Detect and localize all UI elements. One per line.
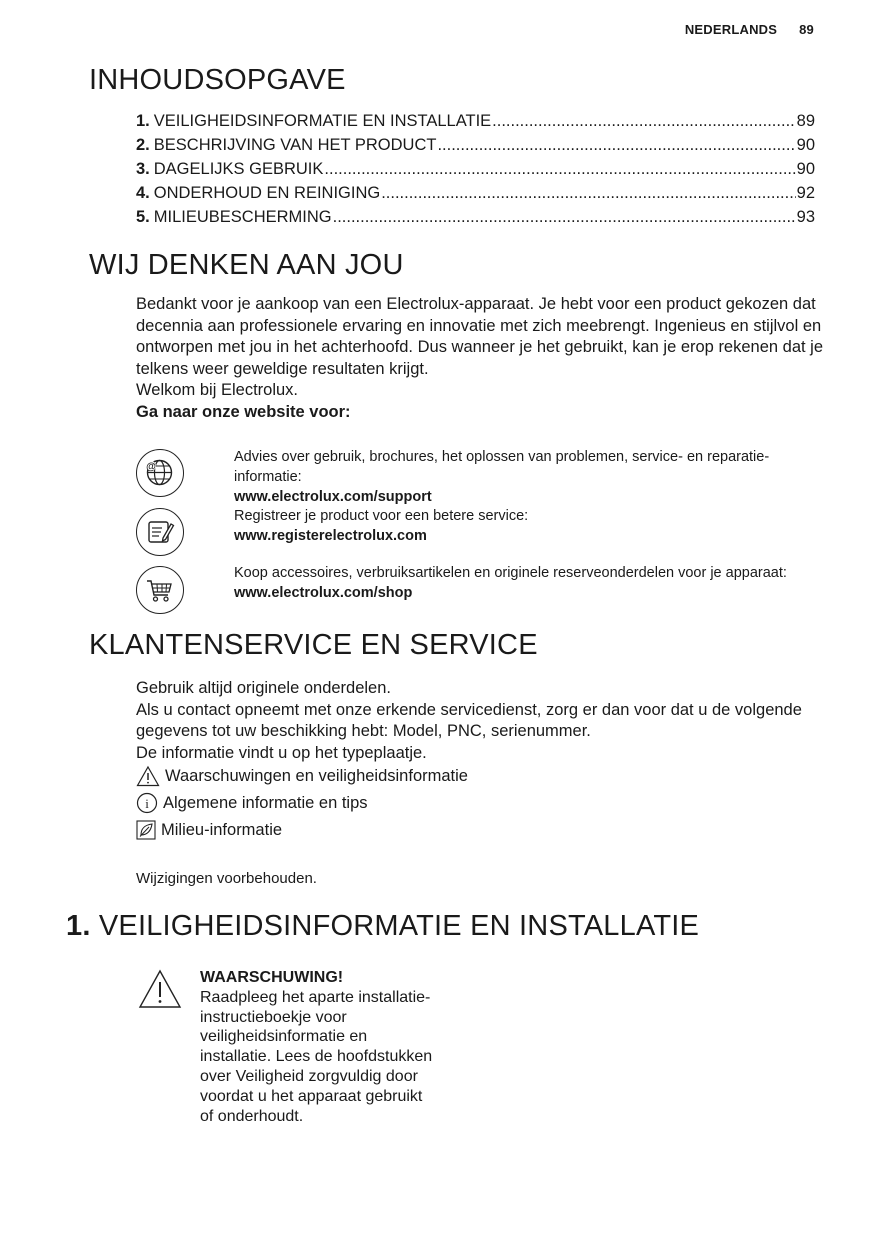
link-description: Advies over gebruik, brochures, het oplossen van problemen, service- en reparatie-informatie:: [234, 449, 770, 485]
toc-entry-label: ONDERHOUD EN REINIGING: [153, 184, 381, 202]
toc-leader-dots: [333, 208, 796, 227]
toc-entry-number: 4.: [136, 184, 150, 202]
page-header: [685, 22, 814, 37]
link-description: Koop accessoires, verbruiksartikelen en originele reserveonderdelen voor je apparaat:: [234, 565, 787, 581]
toc-leader-dots: [437, 136, 795, 155]
service-line-2: Als u contact opneemt met onze erkende servicedienst, zorg er dan voor dat u de volgende gegevens tot uw beschikking hebt: Model, PNC, serienummer.: [136, 700, 802, 740]
toc-entry-label: BESCHRIJVING VAN HET PRODUCT: [153, 136, 437, 154]
toc-entry-page: 89: [796, 112, 815, 130]
toc-entry-label: VEILIGHEIDSINFORMATIE EN INSTALLATIE: [153, 112, 492, 130]
service-line-1: Gebruik altijd originele onderdelen.: [136, 679, 391, 697]
intro-paragraph: Bedankt voor je aankoop van een Electrolux-apparaat. Je hebt voor een product gekozen dat decennia aan professionele ervaring en innovatie met zich meebrengt. Ingenieus en stijlvol en ontworpen met jou in het achterhoofd. Dus wanneer je het gebruikt, kan je erop rekenen dat je telkens weer geweldige resultaten krijgt.: [136, 295, 824, 378]
link-text-support: [234, 447, 794, 507]
info-circle-icon: [136, 792, 158, 814]
register-form-icon: [136, 508, 184, 556]
toc-entry-page: 93: [796, 208, 815, 226]
shop-link[interactable]: www.electrolux.com/shop: [234, 585, 413, 601]
leaf-icon: [136, 820, 156, 840]
support-link[interactable]: www.electrolux.com/support: [234, 489, 432, 505]
toc-entry[interactable]: [136, 136, 815, 160]
toc-entry-page: 90: [796, 160, 815, 178]
warning-box: [200, 968, 440, 1126]
toc-entry[interactable]: [136, 184, 815, 208]
warning-triangle-icon: [136, 765, 160, 787]
warning-triangle-icon: [138, 969, 182, 1009]
toc-leader-dots: [492, 112, 795, 131]
register-link[interactable]: www.registerelectrolux.com: [234, 528, 427, 544]
section-number: 1.: [66, 910, 91, 942]
website-heading: Ga naar onze website voor:: [136, 402, 351, 421]
toc-entry-label: MILIEUBESCHERMING: [153, 208, 332, 226]
toc-entry[interactable]: [136, 112, 815, 136]
changes-notice: Wijzigingen voorbehouden.: [136, 870, 317, 887]
link-description: Registreer je product voor een betere service:: [234, 508, 529, 524]
toc-entry-number: 3.: [136, 160, 150, 178]
toc-entry-label: DAGELIJKS GEBRUIK: [153, 160, 324, 178]
toc-entry-number: 5.: [136, 208, 150, 226]
warning-text: Raadpleeg het aparte installatie-instructieboekje voor veiligheidsinformatie en installatie. Lees de hoofdstukken over Veiligheid zorgvuldig door voordat u het apparaat gebruikt of onderhoudt.: [200, 988, 433, 1125]
globe-at-icon: [136, 449, 184, 497]
legend-label: Waarschuwingen en veiligheidsinformatie: [165, 766, 468, 785]
toc-title: INHOUDSOPGAVE: [89, 64, 346, 96]
service-title: KLANTENSERVICE EN SERVICE: [89, 629, 538, 661]
toc-entry[interactable]: [136, 160, 815, 184]
header-language: NEDERLANDS: [684, 22, 778, 37]
warning-title: WAARSCHUWING!: [200, 969, 344, 986]
service-line-3: De informatie vindt u op het typeplaatje.: [136, 743, 427, 762]
toc-entry-number: 2.: [136, 136, 150, 154]
link-row-register: [136, 506, 816, 562]
header-page-number: 89: [799, 22, 814, 37]
svg-text:i: i: [145, 796, 149, 811]
service-text: [136, 678, 826, 764]
svg-text:@: @: [146, 461, 156, 473]
link-row-support: [136, 447, 816, 503]
welcome-line: Welkom bij Electrolux.: [136, 381, 298, 399]
link-text-register: [234, 506, 794, 546]
legend-item-environment: [136, 818, 282, 842]
thinking-intro: [136, 294, 826, 423]
section-1-title: [66, 910, 699, 943]
toc-entry-number: 1.: [136, 112, 150, 130]
shopping-cart-icon: [136, 566, 184, 614]
legend-item-warning: [136, 764, 468, 788]
link-row-shop: [136, 563, 816, 619]
section-title-text: VEILIGHEIDSINFORMATIE EN INSTALLATIE: [98, 910, 700, 942]
table-of-contents: [136, 112, 815, 232]
thinking-title: WIJ DENKEN AAN JOU: [89, 249, 404, 281]
toc-entry-page: 90: [796, 136, 815, 154]
link-text-shop: [234, 563, 794, 603]
toc-leader-dots: [324, 160, 795, 179]
toc-leader-dots: [381, 184, 795, 203]
toc-entry-page: 92: [796, 184, 815, 202]
legend-label: Algemene informatie en tips: [163, 793, 368, 812]
legend-item-info: [136, 791, 368, 815]
legend-label: Milieu-informatie: [161, 820, 283, 839]
toc-entry[interactable]: [136, 208, 815, 232]
